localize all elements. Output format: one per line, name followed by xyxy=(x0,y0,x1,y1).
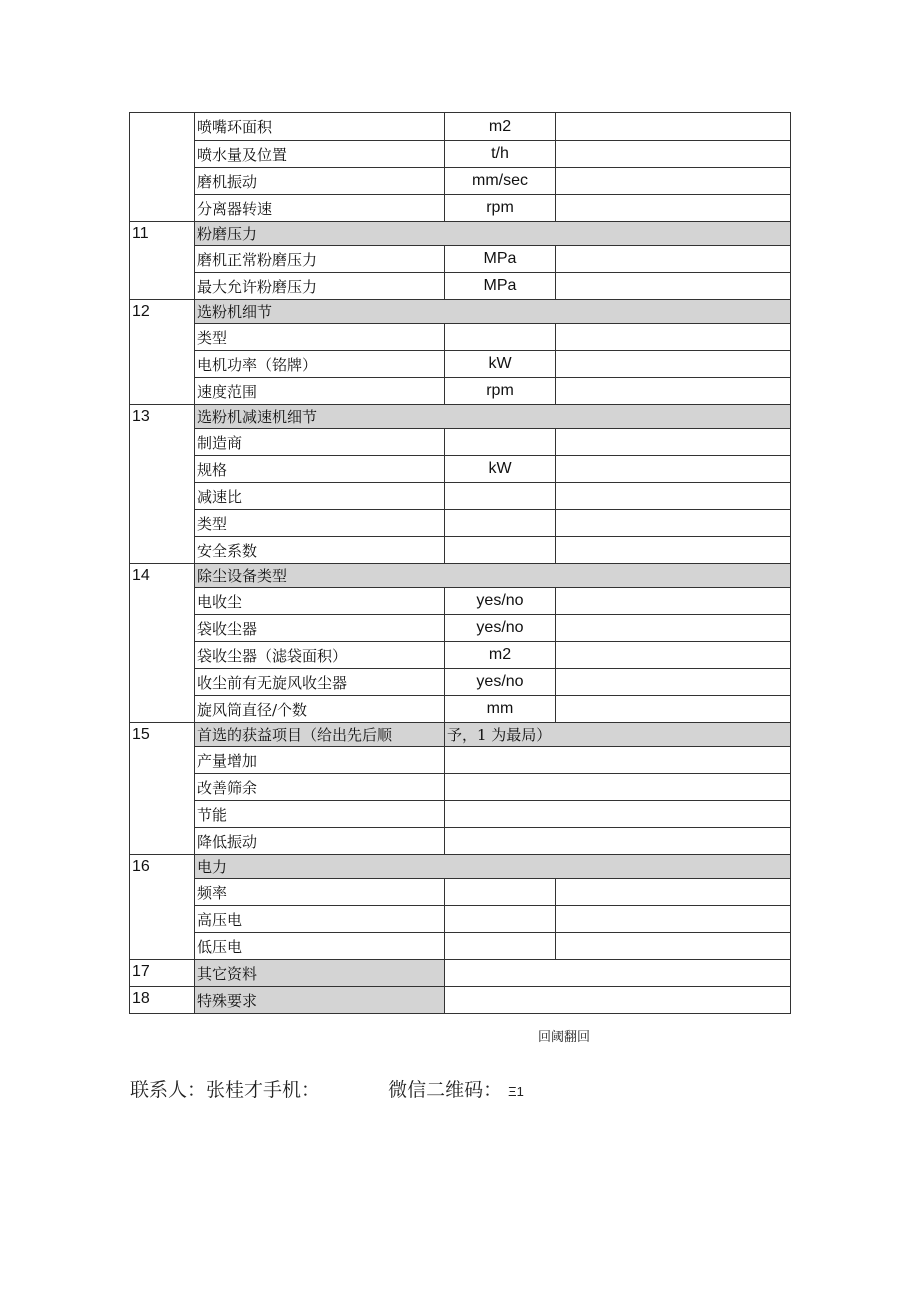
section-number: 15 xyxy=(130,723,195,855)
item-value xyxy=(556,113,791,141)
item-unit: m2 xyxy=(445,113,556,141)
item-unit xyxy=(445,429,556,456)
table-row xyxy=(130,456,791,483)
item-value xyxy=(556,696,791,723)
item-label: 喷水量及位置 xyxy=(195,141,445,168)
table-row xyxy=(130,933,791,960)
wechat-qr-label: 微信二维码： xyxy=(388,1079,503,1101)
table-row xyxy=(130,564,791,588)
item-unit: rpm xyxy=(445,378,556,405)
table-row xyxy=(130,273,791,300)
contact-person: 联系人：张桂才手机： xyxy=(130,1079,321,1101)
item-value xyxy=(556,483,791,510)
item-label: 低压电 xyxy=(195,933,445,960)
item-value xyxy=(556,879,791,906)
item-unit: yes/no xyxy=(445,669,556,696)
section-title: 选粉机减速机细节 xyxy=(195,405,791,429)
section-title: 除尘设备类型 xyxy=(195,564,791,588)
item-label: 频率 xyxy=(195,879,445,906)
section-title: 首选的获益项目（给出先后顺 xyxy=(195,723,445,747)
table-row xyxy=(130,669,791,696)
item-value xyxy=(556,510,791,537)
section-number: 18 xyxy=(130,987,195,1014)
item-value xyxy=(556,456,791,483)
item-unit: kW xyxy=(445,351,556,378)
item-label: 磨机正常粉磨压力 xyxy=(195,246,445,273)
table-row xyxy=(130,537,791,564)
table-row xyxy=(130,378,791,405)
table-row xyxy=(130,747,791,774)
item-value xyxy=(556,168,791,195)
item-label: 速度范围 xyxy=(195,378,445,405)
item-unit xyxy=(445,510,556,537)
section-title: 特殊要求 xyxy=(195,987,445,1014)
item-unit: kW xyxy=(445,456,556,483)
table-row xyxy=(130,615,791,642)
item-label: 最大允许粉磨压力 xyxy=(195,273,445,300)
item-value xyxy=(556,933,791,960)
table-row xyxy=(130,906,791,933)
item-value xyxy=(445,801,791,828)
section-number: 14 xyxy=(130,564,195,723)
table-row xyxy=(130,324,791,351)
item-value xyxy=(445,774,791,801)
item-label: 产量增加 xyxy=(195,747,445,774)
table-row xyxy=(130,588,791,615)
item-unit xyxy=(445,906,556,933)
item-label: 旋风筒直径/个数 xyxy=(195,696,445,723)
item-label: 袋收尘器（滤袋面积） xyxy=(195,642,445,669)
row-number-cell xyxy=(130,113,195,222)
item-value xyxy=(445,828,791,855)
section-number: 13 xyxy=(130,405,195,564)
item-unit xyxy=(445,483,556,510)
table-row xyxy=(130,222,791,246)
item-unit: mm/sec xyxy=(445,168,556,195)
table-row xyxy=(130,195,791,222)
item-value xyxy=(556,669,791,696)
table-row xyxy=(130,246,791,273)
item-value xyxy=(556,906,791,933)
table-row xyxy=(130,351,791,378)
table-row xyxy=(130,642,791,669)
section-title-continued: 予，1 为最局） xyxy=(445,723,791,747)
section-title: 电力 xyxy=(195,855,791,879)
item-value xyxy=(556,246,791,273)
item-label: 减速比 xyxy=(195,483,445,510)
table-row xyxy=(130,429,791,456)
item-unit: rpm xyxy=(445,195,556,222)
item-value xyxy=(556,429,791,456)
item-label: 类型 xyxy=(195,324,445,351)
table-row xyxy=(130,113,791,141)
item-unit xyxy=(445,537,556,564)
item-unit: mm xyxy=(445,696,556,723)
item-unit xyxy=(445,933,556,960)
item-unit: t/h xyxy=(445,141,556,168)
item-value xyxy=(556,615,791,642)
item-value xyxy=(556,537,791,564)
table-row xyxy=(130,987,791,1014)
equipment-data-table xyxy=(129,112,791,1014)
item-value xyxy=(556,324,791,351)
section-title: 选粉机细节 xyxy=(195,300,791,324)
item-unit: yes/no xyxy=(445,588,556,615)
item-unit: yes/no xyxy=(445,615,556,642)
item-label: 电收尘 xyxy=(195,588,445,615)
item-label: 喷嘴环面积 xyxy=(195,113,445,141)
item-label: 规格 xyxy=(195,456,445,483)
item-label: 降低振动 xyxy=(195,828,445,855)
item-value xyxy=(556,378,791,405)
table-row xyxy=(130,696,791,723)
item-value xyxy=(445,987,791,1014)
item-unit: MPa xyxy=(445,273,556,300)
item-label: 收尘前有无旋风收尘器 xyxy=(195,669,445,696)
item-label: 分离器转速 xyxy=(195,195,445,222)
item-label: 制造商 xyxy=(195,429,445,456)
item-label: 袋收尘器 xyxy=(195,615,445,642)
item-value xyxy=(556,141,791,168)
item-label: 高压电 xyxy=(195,906,445,933)
item-unit xyxy=(445,324,556,351)
section-title: 粉磨压力 xyxy=(195,222,791,246)
stamp-text: 回阈翻回 xyxy=(538,1030,591,1045)
table-row xyxy=(130,801,791,828)
item-unit xyxy=(445,879,556,906)
item-label: 磨机振动 xyxy=(195,168,445,195)
item-label: 电机功率（铭牌） xyxy=(195,351,445,378)
table-row xyxy=(130,879,791,906)
item-label: 安全系数 xyxy=(195,537,445,564)
table-row xyxy=(130,960,791,987)
qr-code-placeholder: Ξ1 xyxy=(508,1084,524,1099)
table-row xyxy=(130,774,791,801)
table-row xyxy=(130,141,791,168)
item-label: 改善筛余 xyxy=(195,774,445,801)
item-value xyxy=(556,351,791,378)
section-number: 17 xyxy=(130,960,195,987)
section-number: 12 xyxy=(130,300,195,405)
item-value xyxy=(556,642,791,669)
section-number: 11 xyxy=(130,222,195,300)
table-row xyxy=(130,723,791,747)
item-unit: m2 xyxy=(445,642,556,669)
table-row xyxy=(130,168,791,195)
table-row xyxy=(130,405,791,429)
table-row xyxy=(130,828,791,855)
item-value xyxy=(556,273,791,300)
table-row xyxy=(130,855,791,879)
item-value xyxy=(556,195,791,222)
item-unit: MPa xyxy=(445,246,556,273)
section-number: 16 xyxy=(130,855,195,960)
item-value xyxy=(445,960,791,987)
item-label: 类型 xyxy=(195,510,445,537)
section-title: 其它资料 xyxy=(195,960,445,987)
contact-line xyxy=(130,1075,524,1102)
item-label: 节能 xyxy=(195,801,445,828)
table-row xyxy=(130,510,791,537)
table-row xyxy=(130,483,791,510)
item-value xyxy=(556,588,791,615)
table-row xyxy=(130,300,791,324)
item-value xyxy=(445,747,791,774)
